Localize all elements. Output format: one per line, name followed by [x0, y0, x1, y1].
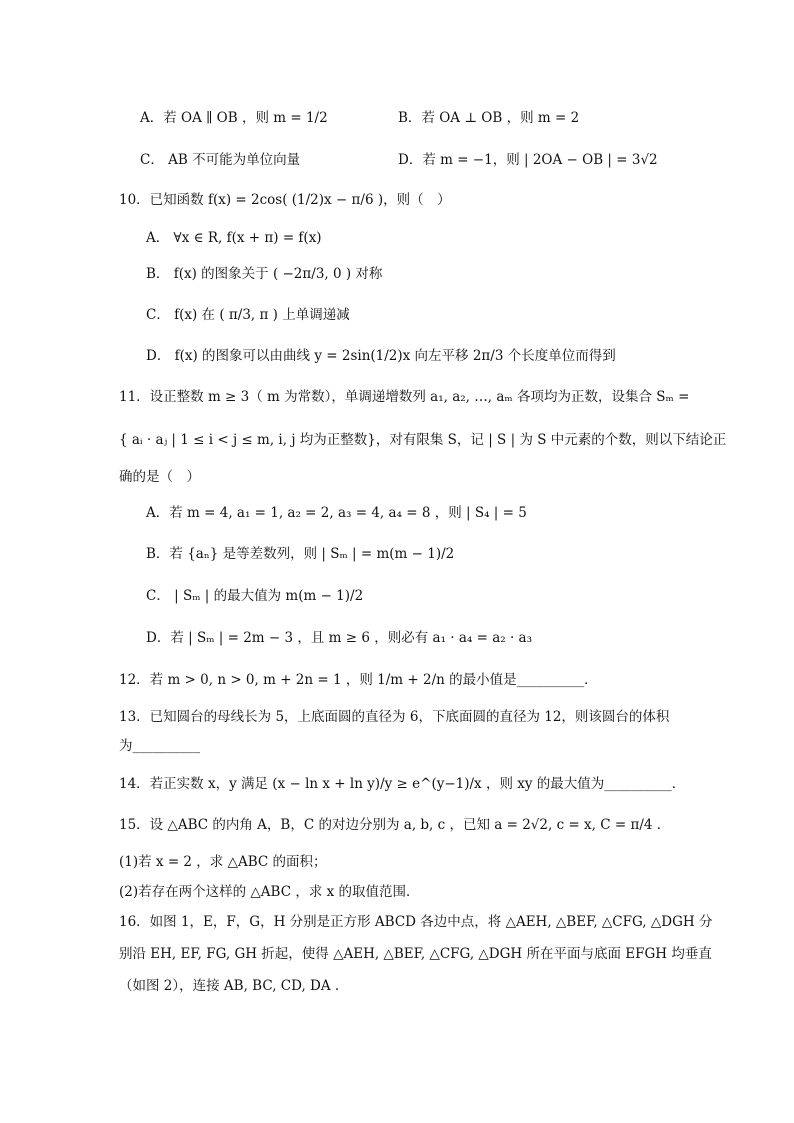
q11-stem-line3: 确的是（ ） — [119, 469, 200, 485]
q16-line1: 16．如图 1，E，F，G，H 分别是正方形 ABCD 各边中点，将 △AEH, △BEF, △CFG, △DGH 分 — [119, 914, 713, 930]
q11-stem-line1: 11．设正整数 m ≥ 3（ m 为常数），单调递增数列 a₁, a₂, …, aₘ 各项均为正数，设集合 Sₘ = — [119, 389, 690, 405]
q15-part2: (2)若存在两个这样的 △ABC ，求 x 的取值范围． — [119, 884, 420, 900]
q9-option-c: C． AB 不可能为单位向量 — [140, 152, 301, 168]
q11-stem-line2: { aᵢ · aⱼ | 1 ≤ i < j ≤ m, i, j 均为正整数}，对有限集 S，记 | S | 为 S 中元素的个数，则以下结论正 — [119, 432, 727, 448]
q10-option-d: D． f(x) 的图象可以由曲线 y = 2sin(1/2)x 向左平移 2π/3 个长度单位而得到 — [146, 348, 616, 364]
q15-part1: (1)若 x = 2 ，求 △ABC 的面积； — [119, 854, 327, 870]
q10-option-a: A． ∀x ∈ R, f(x + π) = f(x) — [146, 230, 322, 246]
q10-option-b: B． f(x) 的图象关于 ( −2π/3, 0 ) 对称 — [146, 266, 383, 282]
q12-text: 12．若 m > 0, n > 0, m + 2n = 1 ，则 1/m + 2/n 的最小值是__________． — [119, 672, 598, 688]
q11-option-c: C． | Sₘ | 的最大值为 m(m − 1)/2 — [146, 588, 364, 604]
q11-option-d: D．若 | Sₘ | = 2m − 3 ，且 m ≥ 6 ，则必有 a₁ · a₄ = a₂ · a₃ — [146, 630, 533, 646]
q10-option-c: C． f(x) 在 ( π/3, π ) 上单调递减 — [146, 307, 350, 323]
q13-line1: 13．已知圆台的母线长为 5，上底面圆的直径为 6，下底面圆的直径为 12，则该圆台的体积 — [119, 709, 670, 725]
q10-stem: 10．已知函数 f(x) = 2cos( (1/2)x − π/6 )，则（ ） — [119, 192, 451, 208]
q11-option-b: B．若 {aₙ} 是等差数列，则 | Sₘ | = m(m − 1)/2 — [146, 546, 455, 562]
q16-line3: （如图 2），连接 AB, BC, CD, DA ． — [119, 978, 349, 994]
q16-line2: 别沿 EH, EF, FG, GH 折起，使得 △AEH, △BEF, △CFG, △DGH 所在平面与底面 EFGH 均垂直 — [119, 946, 712, 962]
q9-option-b: B．若 OA ⊥ OB ，则 m = 2 — [398, 110, 580, 126]
q11-option-a: A．若 m = 4, a₁ = 1, a₂ = 2, a₃ = 4, a₄ = 8 ，则 | S₄ | = 5 — [146, 505, 527, 521]
q14-text: 14．若正实数 x，y 满足 (x − ln x + ln y)/y ≥ e^(y−1)/x ，则 xy 的最大值为__________． — [119, 776, 686, 792]
q13-line2: 为__________ — [119, 738, 200, 754]
q9-option-a: A．若 OA ∥ OB ，则 m = 1/2 — [140, 110, 328, 126]
q15-stem: 15．设 △ABC 的内角 A，B，C 的对边分别为 a, b, c ，已知 a = 2√2, c = x, C = π/4 ． — [119, 817, 671, 833]
q9-option-d: D．若 m = −1，则 | 2OA − OB | = 3√2 — [398, 152, 658, 168]
